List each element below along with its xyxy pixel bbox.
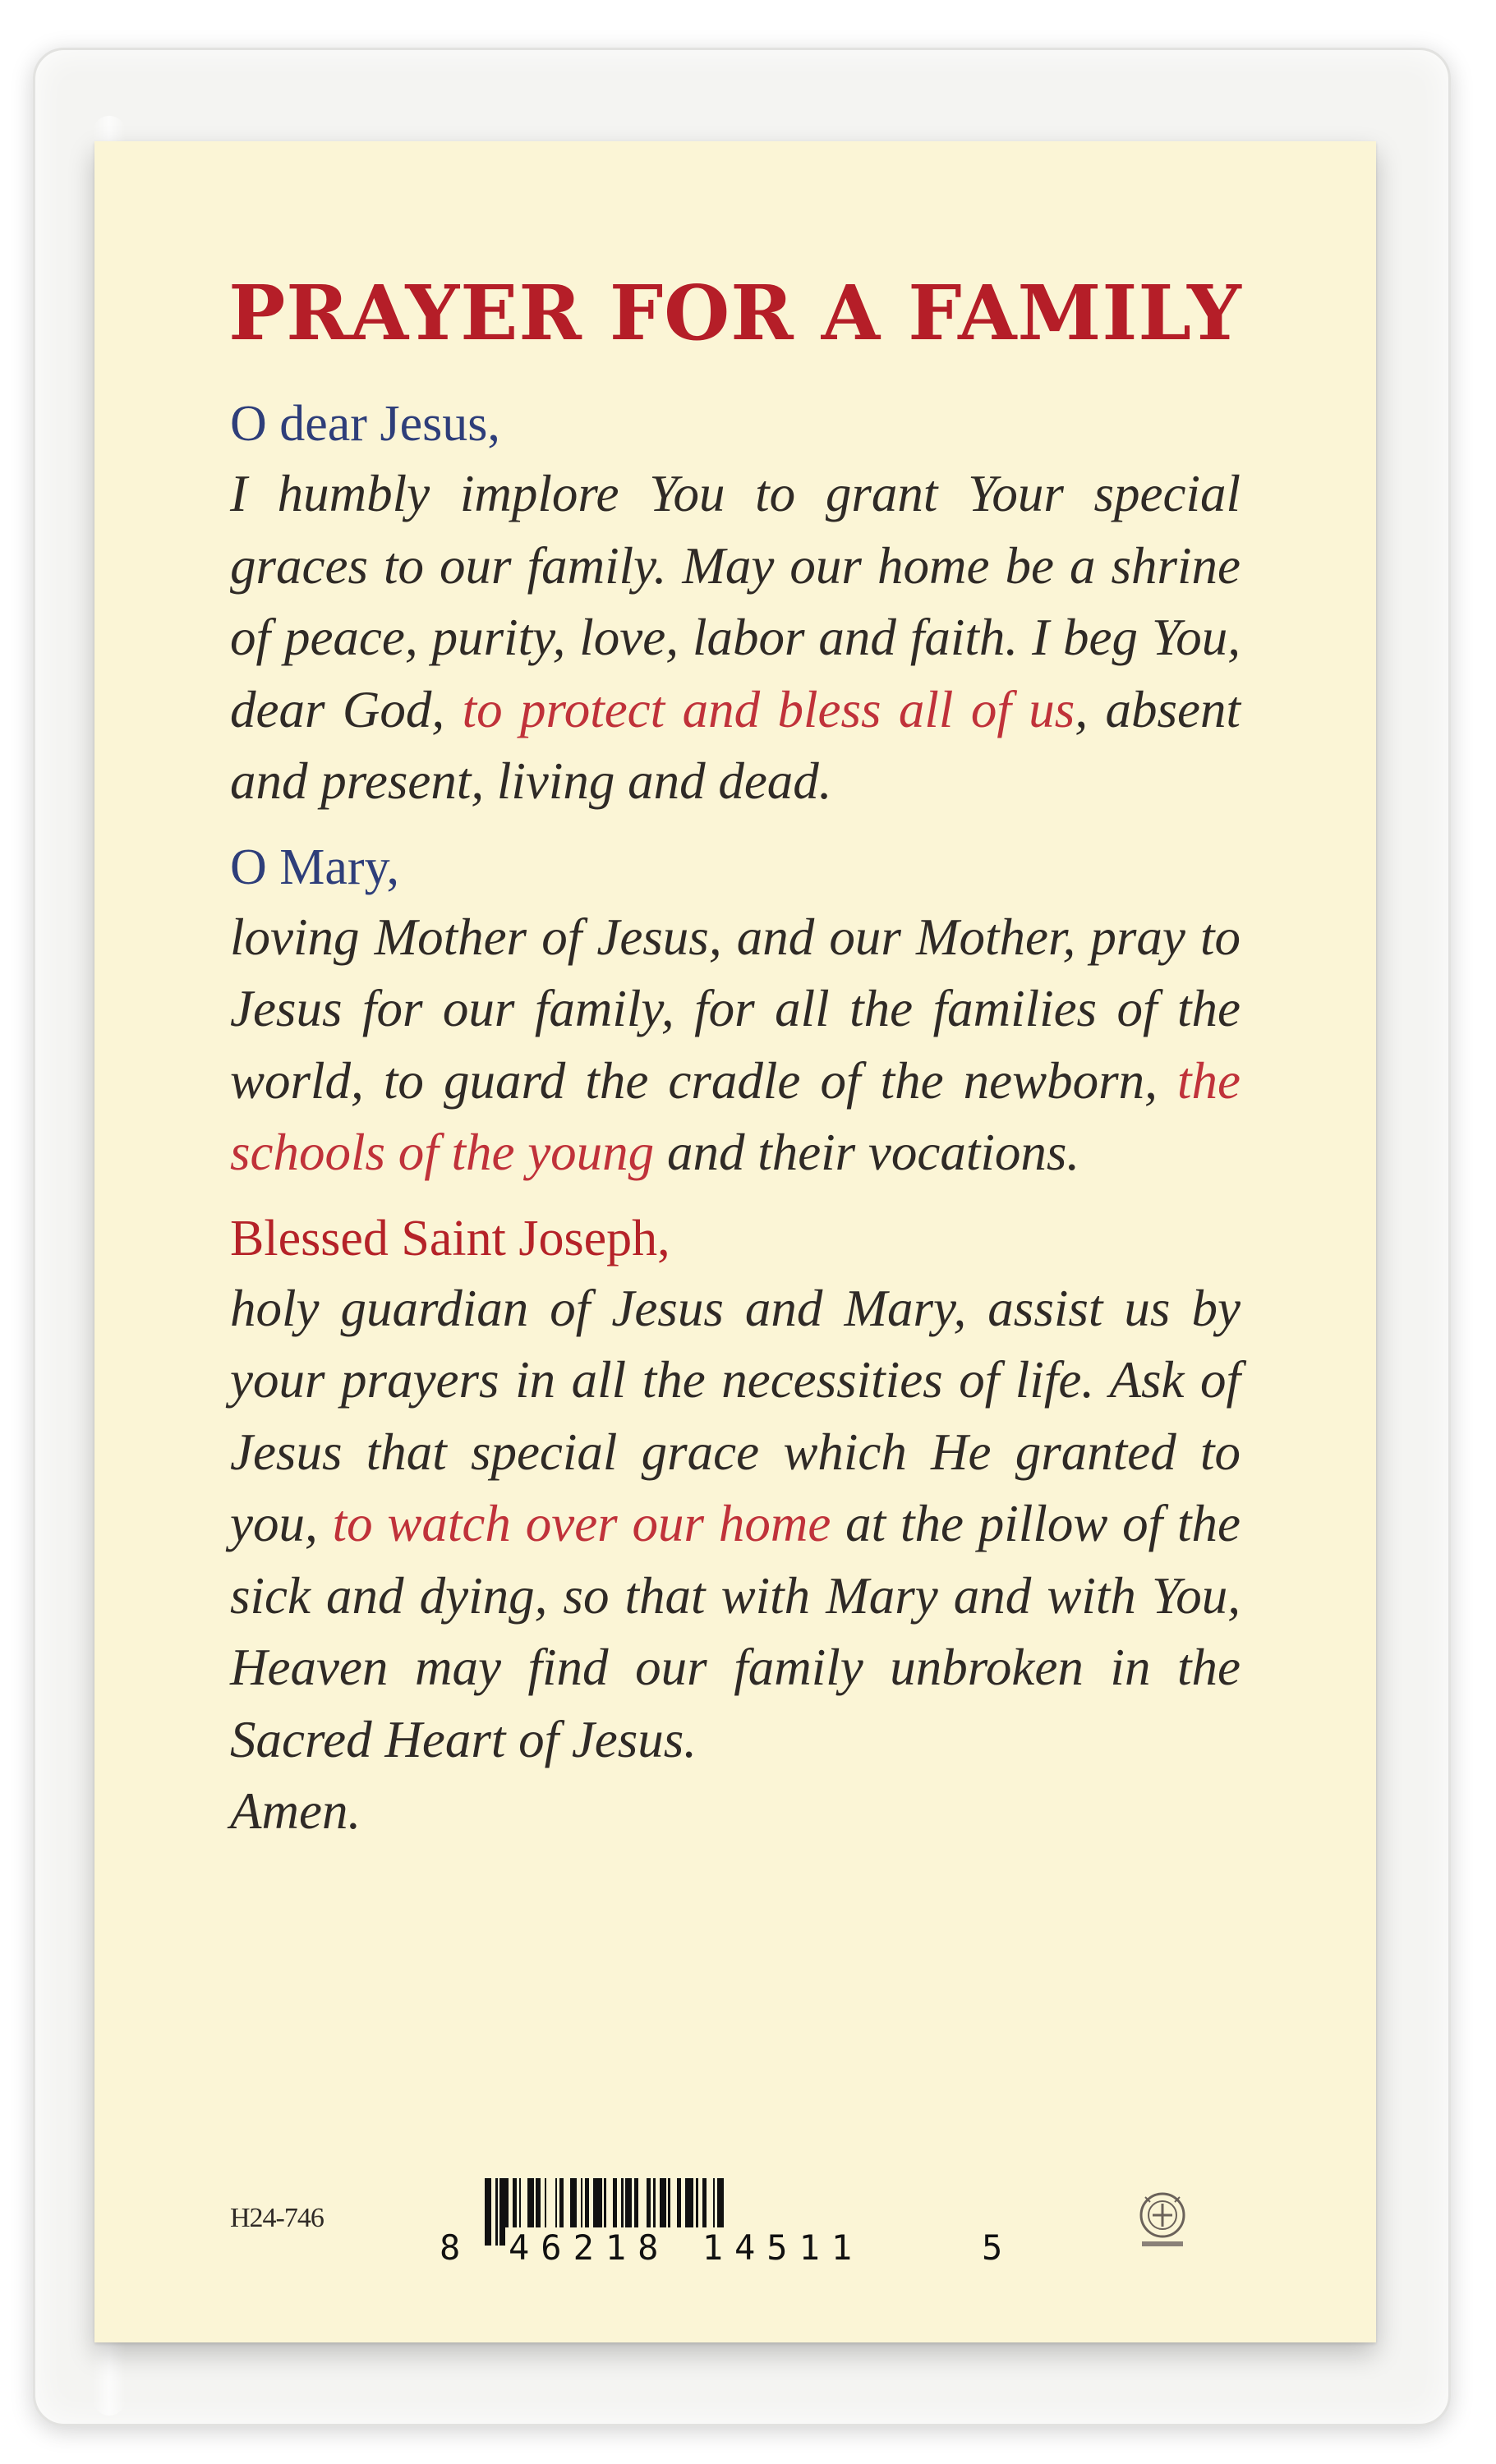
prayer-card: [94, 141, 1376, 2342]
highlighted-phrase: the schools of the young: [230, 1051, 1241, 1181]
salutation-mary: O Mary,: [230, 839, 400, 895]
highlighted-phrase: to watch over our home: [332, 1495, 831, 1552]
paragraph-text: holy guardian of Jesus and Mary, assist us by your prayers in all the necessities of life. Ask of Jesus that special grace which He granted to you,: [230, 1279, 1241, 1552]
item-code: H24-746: [230, 2203, 324, 2233]
paragraph-text: at the pillow of the sick and dying, so that with Mary and with You, Heaven may find our family unbroken in the Sacred Heart of Jesus.: [230, 1495, 1241, 1768]
barcode: [440, 2178, 1015, 2277]
publisher-seal-icon: [1125, 2182, 1199, 2256]
salutation-jesus: O dear Jesus,: [230, 396, 500, 452]
barcode-bar: [485, 2178, 491, 2246]
paragraph-text: loving Mother of Jesus, and our Mother, pray to Jesus for our family, for all the families of the world, to guard the cradle of the newborn,: [230, 908, 1241, 1110]
paragraph-text: I humbly implore You to grant Your special graces to our family. May our home be a shrine of peace, purity, love, labor and faith. I beg You, dear God,: [230, 465, 1241, 738]
paragraph-text: , absent and present, living and dead.: [230, 680, 1241, 810]
highlighted-phrase: to protect and bless all of us: [462, 680, 1075, 738]
barcode-check-digit: 5: [982, 2227, 1003, 2268]
barcode-lead-digit: 8: [440, 2227, 461, 2268]
salutation-joseph: Blessed Saint Joseph,: [230, 1210, 670, 1266]
paragraph-jesus: [230, 458, 1241, 818]
prayer-body: [230, 389, 1241, 1848]
card-title: PRAYER FOR A FAMILY: [228, 269, 1242, 357]
paragraph-mary: [230, 902, 1241, 1189]
paragraph-joseph: [230, 1273, 1241, 1777]
card-footer: [94, 2178, 1376, 2277]
closing-amen: Amen.: [230, 1782, 361, 1840]
barcode-middle-digits: 46218 14511: [505, 2227, 867, 2268]
paragraph-text: and their vocations.: [654, 1124, 1080, 1181]
